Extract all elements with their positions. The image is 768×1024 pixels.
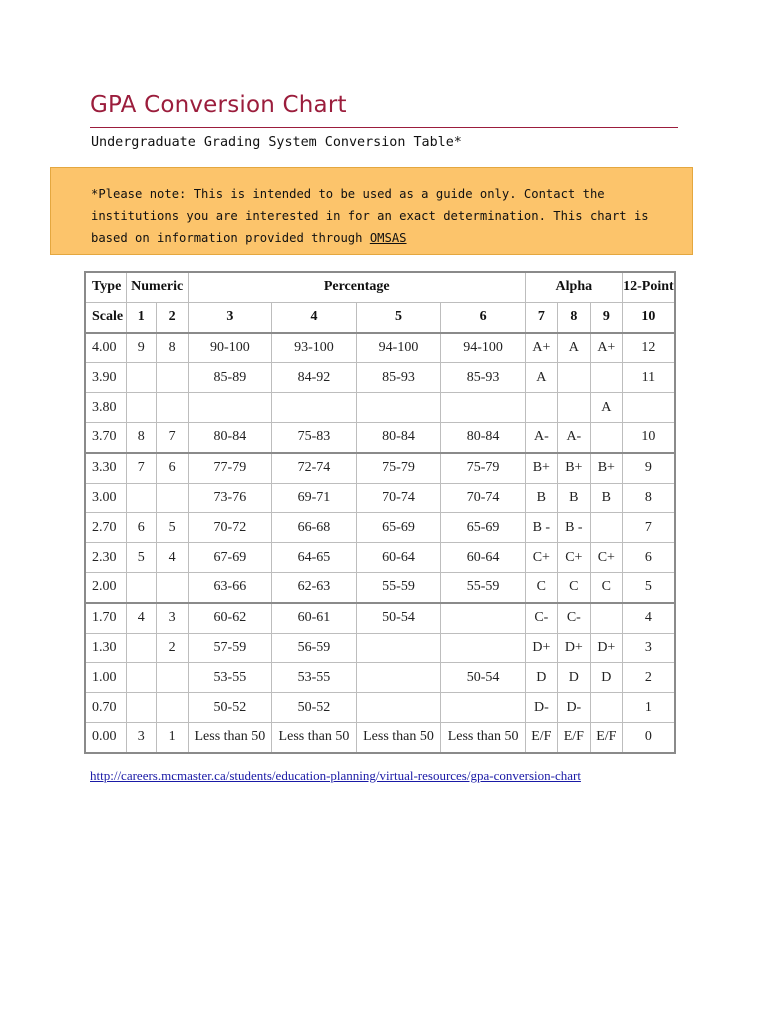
- table-cell: 80-84: [356, 422, 441, 452]
- table-cell: Less than 50: [272, 722, 357, 752]
- table-cell: 65-69: [356, 513, 441, 543]
- table-cell: [126, 393, 156, 423]
- table-cell: C-: [557, 603, 590, 633]
- header-12-point: 12-Point: [622, 272, 675, 302]
- table-cell: 50-52: [272, 693, 357, 723]
- table-row: [85, 483, 675, 513]
- table-cell: [156, 483, 188, 513]
- table-cell: [590, 363, 622, 393]
- table-row: [85, 543, 675, 573]
- table-cell: 7: [622, 513, 675, 543]
- table-cell: 67-69: [188, 543, 272, 573]
- scale-header-cell: 6: [441, 302, 526, 332]
- table-cell: E/F: [525, 722, 557, 752]
- table-cell: A-: [525, 422, 557, 452]
- scale-header-cell: 5: [356, 302, 441, 332]
- table-cell: 84-92: [272, 363, 357, 393]
- table-cell: 90-100: [188, 333, 272, 363]
- table-cell: 50-52: [188, 693, 272, 723]
- gpa-scale-cell: 0.70: [85, 693, 126, 723]
- table-cell: C: [557, 572, 590, 602]
- table-cell: 73-76: [188, 483, 272, 513]
- table-cell: 77-79: [188, 453, 272, 483]
- table-cell: 85-93: [441, 363, 526, 393]
- table-cell: D: [590, 663, 622, 693]
- table-cell: 10: [622, 422, 675, 452]
- table-cell: 3: [156, 603, 188, 633]
- table-cell: Less than 50: [188, 722, 272, 752]
- table-row: [85, 603, 675, 633]
- table-row: [85, 633, 675, 663]
- note-text: *Please note: This is intended to be used as a guide only. Contact the institutions you are interested in for an exact determination. This chart is based on information provided through: [91, 187, 649, 245]
- gpa-scale-cell: 3.00: [85, 483, 126, 513]
- table-cell: 8: [156, 333, 188, 363]
- table-cell: 9: [126, 333, 156, 363]
- table-cell: A-: [557, 422, 590, 452]
- table-cell: 65-69: [441, 513, 526, 543]
- page-title: GPA Conversion Chart: [90, 92, 347, 118]
- table-cell: A: [557, 333, 590, 363]
- table-cell: 5: [622, 572, 675, 602]
- table-cell: [590, 422, 622, 452]
- table-cell: C: [525, 572, 557, 602]
- table-cell: 70-74: [356, 483, 441, 513]
- table-cell: 5: [126, 543, 156, 573]
- gpa-scale-cell: 3.80: [85, 393, 126, 423]
- table-cell: 80-84: [441, 422, 526, 452]
- table-cell: 80-84: [188, 422, 272, 452]
- table-cell: Less than 50: [441, 722, 526, 752]
- table-cell: [156, 572, 188, 602]
- header-percentage: Percentage: [188, 272, 525, 302]
- table-cell: D+: [590, 633, 622, 663]
- table-cell: 55-59: [356, 572, 441, 602]
- table-cell: [126, 483, 156, 513]
- table-cell: B+: [590, 453, 622, 483]
- table-row: [85, 693, 675, 723]
- table-cell: B: [525, 483, 557, 513]
- gpa-scale-cell: 3.30: [85, 453, 126, 483]
- table-cell: 1: [622, 693, 675, 723]
- table-cell: 70-74: [441, 483, 526, 513]
- table-cell: A: [590, 393, 622, 423]
- table-cell: 60-64: [441, 543, 526, 573]
- table-cell: B: [590, 483, 622, 513]
- table-cell: C-: [525, 603, 557, 633]
- table-cell: 8: [622, 483, 675, 513]
- header-alpha: Alpha: [525, 272, 622, 302]
- title-divider: [90, 127, 678, 128]
- table-row: [85, 572, 675, 602]
- table-cell: 60-62: [188, 603, 272, 633]
- scale-header-cell: 10: [622, 302, 675, 332]
- gpa-scale-cell: 2.70: [85, 513, 126, 543]
- gpa-scale-cell: 1.30: [85, 633, 126, 663]
- table-cell: 70-72: [188, 513, 272, 543]
- table-cell: 63-66: [188, 572, 272, 602]
- table-cell: 72-74: [272, 453, 357, 483]
- table-cell: 75-79: [356, 453, 441, 483]
- table-cell: 56-59: [272, 633, 357, 663]
- table-cell: B -: [557, 513, 590, 543]
- table-cell: D: [557, 663, 590, 693]
- table-row: [85, 722, 675, 752]
- table-cell: 4: [622, 603, 675, 633]
- table-cell: 2: [622, 663, 675, 693]
- table-cell: [156, 663, 188, 693]
- scale-header-row: [85, 302, 675, 332]
- table-cell: 1: [156, 722, 188, 752]
- table-cell: [126, 663, 156, 693]
- table-cell: 69-71: [272, 483, 357, 513]
- table-cell: 6: [156, 453, 188, 483]
- table-cell: A+: [525, 333, 557, 363]
- scale-header-cell: 3: [188, 302, 272, 332]
- table-cell: 93-100: [272, 333, 357, 363]
- table-cell: [525, 393, 557, 423]
- table-cell: [126, 572, 156, 602]
- table-cell: 60-64: [356, 543, 441, 573]
- table-cell: 4: [156, 543, 188, 573]
- table-body: [85, 333, 675, 753]
- table-cell: [557, 363, 590, 393]
- gpa-scale-cell: 2.30: [85, 543, 126, 573]
- scale-header-cell: 2: [156, 302, 188, 332]
- table-cell: 11: [622, 363, 675, 393]
- table-cell: 85-89: [188, 363, 272, 393]
- scale-header-cell: 1: [126, 302, 156, 332]
- gpa-scale-cell: 4.00: [85, 333, 126, 363]
- table-cell: 53-55: [272, 663, 357, 693]
- table-cell: E/F: [590, 722, 622, 752]
- table-cell: C: [590, 572, 622, 602]
- table-row: [85, 513, 675, 543]
- table-cell: [590, 603, 622, 633]
- table-cell: 60-61: [272, 603, 357, 633]
- table-cell: 94-100: [356, 333, 441, 363]
- gpa-scale-cell: 1.00: [85, 663, 126, 693]
- table-row: [85, 422, 675, 452]
- table-row: [85, 453, 675, 483]
- header-type: Type: [85, 272, 126, 302]
- table-row: [85, 333, 675, 363]
- table-cell: 3: [126, 722, 156, 752]
- table-cell: [622, 393, 675, 423]
- scale-header-cell: 4: [272, 302, 357, 332]
- table-cell: [441, 603, 526, 633]
- omsas-link[interactable]: OMSAS: [369, 231, 407, 245]
- table-cell: 5: [156, 513, 188, 543]
- table-cell: [356, 633, 441, 663]
- table-cell: [126, 633, 156, 663]
- table-cell: B -: [525, 513, 557, 543]
- scale-header-cell: 9: [590, 302, 622, 332]
- table-cell: 75-79: [441, 453, 526, 483]
- table-cell: 9: [622, 453, 675, 483]
- table-cell: 2: [156, 633, 188, 663]
- table-cell: 8: [126, 422, 156, 452]
- table-cell: [188, 393, 272, 423]
- gpa-scale-cell: 3.70: [85, 422, 126, 452]
- table-cell: [272, 393, 357, 423]
- table-row: [85, 363, 675, 393]
- table-cell: C+: [557, 543, 590, 573]
- table-cell: 12: [622, 333, 675, 363]
- table-cell: [441, 633, 526, 663]
- table-cell: [356, 663, 441, 693]
- gpa-scale-cell: 1.70: [85, 603, 126, 633]
- table-cell: [590, 513, 622, 543]
- table-cell: 66-68: [272, 513, 357, 543]
- table-cell: B+: [557, 453, 590, 483]
- note-box: [50, 167, 693, 255]
- table-row: [85, 663, 675, 693]
- table-cell: C+: [525, 543, 557, 573]
- table-cell: 94-100: [441, 333, 526, 363]
- table-cell: [156, 393, 188, 423]
- table-cell: [126, 693, 156, 723]
- gpa-scale-cell: 2.00: [85, 572, 126, 602]
- table-cell: 62-63: [272, 572, 357, 602]
- table-cell: 6: [622, 543, 675, 573]
- scale-header-cell: 8: [557, 302, 590, 332]
- table-cell: [156, 693, 188, 723]
- table-cell: 64-65: [272, 543, 357, 573]
- table-cell: 85-93: [356, 363, 441, 393]
- table-cell: D+: [525, 633, 557, 663]
- gpa-scale-cell: 3.90: [85, 363, 126, 393]
- table-cell: [356, 693, 441, 723]
- table-cell: 3: [622, 633, 675, 663]
- table-cell: B: [557, 483, 590, 513]
- table-cell: 53-55: [188, 663, 272, 693]
- table-cell: 6: [126, 513, 156, 543]
- table-cell: C+: [590, 543, 622, 573]
- table-cell: D+: [557, 633, 590, 663]
- table-row: [85, 393, 675, 423]
- table-cell: [441, 393, 526, 423]
- table-cell: [156, 363, 188, 393]
- table-cell: 55-59: [441, 572, 526, 602]
- table-cell: 50-54: [356, 603, 441, 633]
- table-cell: D-: [557, 693, 590, 723]
- table-cell: [126, 363, 156, 393]
- table-cell: 4: [126, 603, 156, 633]
- table-cell: 7: [156, 422, 188, 452]
- table-cell: [557, 393, 590, 423]
- scale-header-cell: 7: [525, 302, 557, 332]
- table-cell: D-: [525, 693, 557, 723]
- table-cell: 7: [126, 453, 156, 483]
- table-cell: 50-54: [441, 663, 526, 693]
- table-cell: 0: [622, 722, 675, 752]
- table-cell: E/F: [557, 722, 590, 752]
- page-subtitle: Undergraduate Grading System Conversion Table*: [91, 135, 462, 150]
- table-cell: A: [525, 363, 557, 393]
- gpa-scale-cell: 0.00: [85, 722, 126, 752]
- table-cell: [356, 393, 441, 423]
- table-cell: B+: [525, 453, 557, 483]
- table-cell: D: [525, 663, 557, 693]
- group-header-row: [85, 272, 675, 302]
- table-cell: A+: [590, 333, 622, 363]
- scale-label-cell: Scale: [85, 302, 126, 332]
- table-cell: [590, 693, 622, 723]
- table-cell: 57-59: [188, 633, 272, 663]
- table-cell: 75-83: [272, 422, 357, 452]
- gpa-conversion-table: [84, 271, 676, 754]
- source-url-link[interactable]: http://careers.mcmaster.ca/students/education-planning/virtual-resources/gpa-conversion-chart: [90, 768, 581, 783]
- header-numeric: Numeric: [126, 272, 188, 302]
- table-cell: [441, 693, 526, 723]
- table-cell: Less than 50: [356, 722, 441, 752]
